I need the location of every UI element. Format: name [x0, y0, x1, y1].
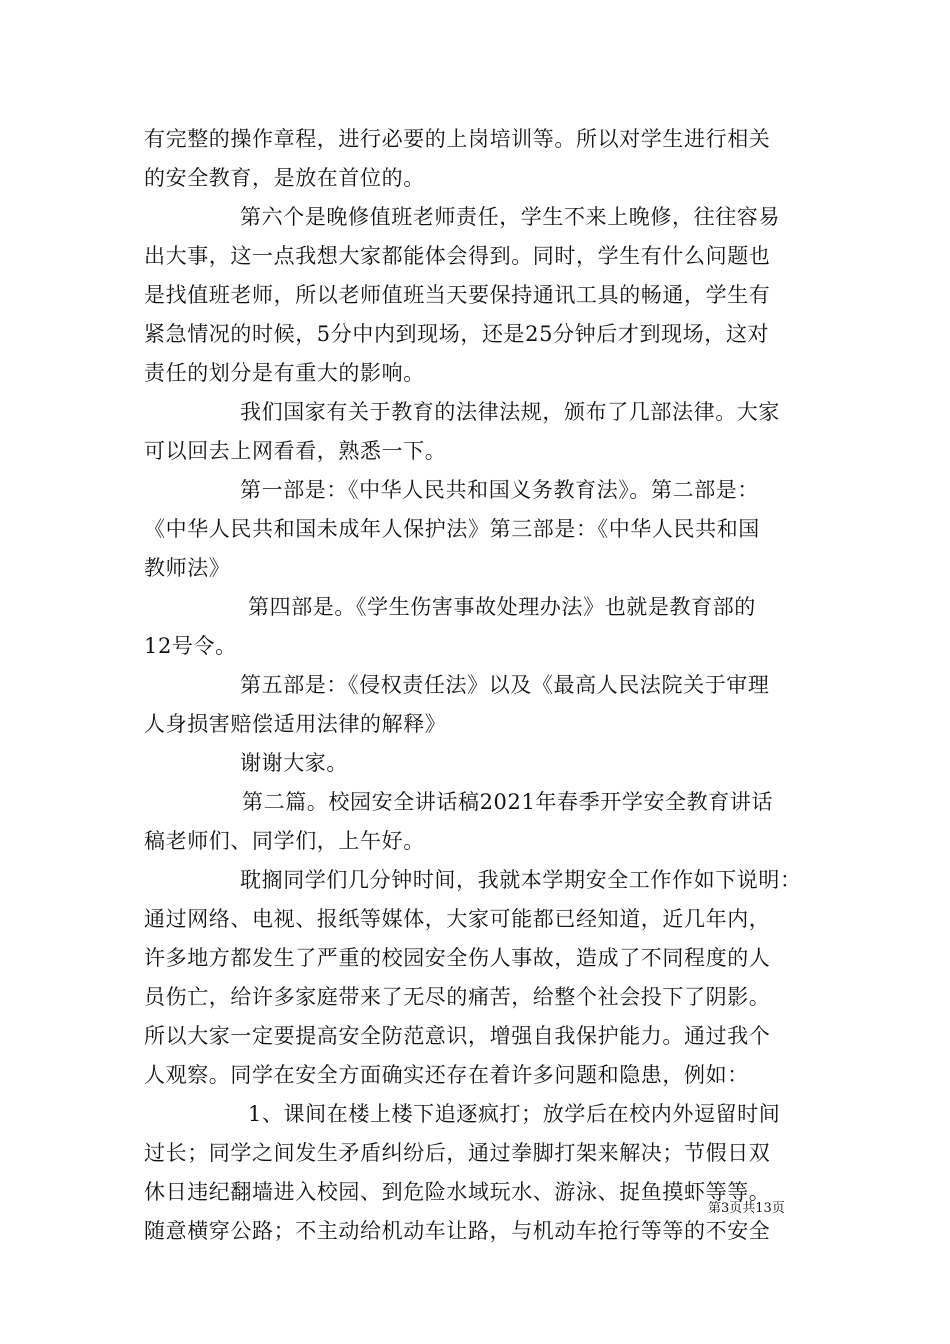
text-line-29: 随意横穿公路；不主动给机动车让路，与机动车抢行等等的不安全	[144, 1219, 771, 1243]
text-line-15: 第五部是：《侵权责任法》以及《最高人民法院关于审理	[240, 673, 770, 697]
text-line-9: 可以回去上网看看，熟悉一下。	[144, 439, 447, 463]
text-line-16: 人身损害赔偿适用法律的解释》	[144, 712, 447, 736]
text-line-21: 通过网络、电视、报纸等媒体，大家可能都已经知道，近几年内，	[144, 907, 771, 931]
text-line-1: 有完整的操作章程，进行必要的上岗培训等。所以对学生进行相关	[144, 127, 771, 151]
text-line-12: 教师法》	[144, 556, 231, 580]
text-line-25: 人观察。同学在安全方面确实还存在着许多问题和隐患，例如：	[144, 1063, 749, 1087]
text-line-24: 所以大家一定要提高安全防范意识，增强自我保护能力。通过我个	[144, 1024, 771, 1048]
text-line-20: 耽搁同学们几分钟时间，我就本学期安全工作作如下说明：	[240, 868, 802, 892]
text-line-19: 稿老师们、同学们，上午好。	[144, 829, 425, 853]
text-line-6: 紧急情况的时候，5分中内到现场，还是25分钟后才到现场，这对	[144, 322, 770, 346]
text-line-26: 1、课间在楼上楼下追逐疯打；放学后在校内外逗留时间	[248, 1102, 781, 1126]
text-line-28: 休日违纪翻墙进入校园、到危险水域玩水、游泳、捉鱼摸虾等等。	[144, 1180, 771, 1204]
text-line-3: 第六个是晚修值班老师责任，学生不来上晚修，往往容易	[240, 205, 780, 229]
text-line-7: 责任的划分是有重大的影响。	[144, 361, 425, 385]
text-line-14: 12号令。	[144, 634, 237, 658]
text-line-22: 许多地方都发生了严重的校园安全伤人事故，造成了不同程度的人	[144, 946, 771, 970]
text-line-2: 的安全教育，是放在首位的。	[144, 166, 425, 190]
text-line-13: 第四部是。《学生伤害事故处理办法》也就是教育部的	[248, 595, 756, 619]
text-line-4: 出大事，这一点我想大家都能体会得到。同时，学生有什么问题也	[144, 244, 771, 268]
text-line-11: 《中华人民共和国未成年人保护法》第三部是：《中华人民共和国	[144, 517, 760, 541]
text-line-17: 谢谢大家。	[240, 751, 348, 775]
text-line-10: 第一部是：《中华人民共和国义务教育法》。第二部是：	[240, 478, 759, 502]
text-line-5: 是找值班老师，所以老师值班当天要保持通讯工具的畅通，学生有	[144, 283, 771, 307]
text-line-27: 过长；同学之间发生矛盾纠纷后，通过拳脚打架来解决；节假日双	[144, 1141, 771, 1165]
text-line-18: 第二篇。校园安全讲话稿2021年春季开学安全教育讲话	[242, 790, 774, 814]
page-number-footer: 第3页共13页	[708, 1201, 785, 1216]
text-line-23: 员伤亡，给许多家庭带来了无尽的痛苦，给整个社会投下了阴影。	[144, 985, 771, 1009]
text-line-8: 我们国家有关于教育的法律法规，颁布了几部法律。大家	[240, 400, 780, 424]
